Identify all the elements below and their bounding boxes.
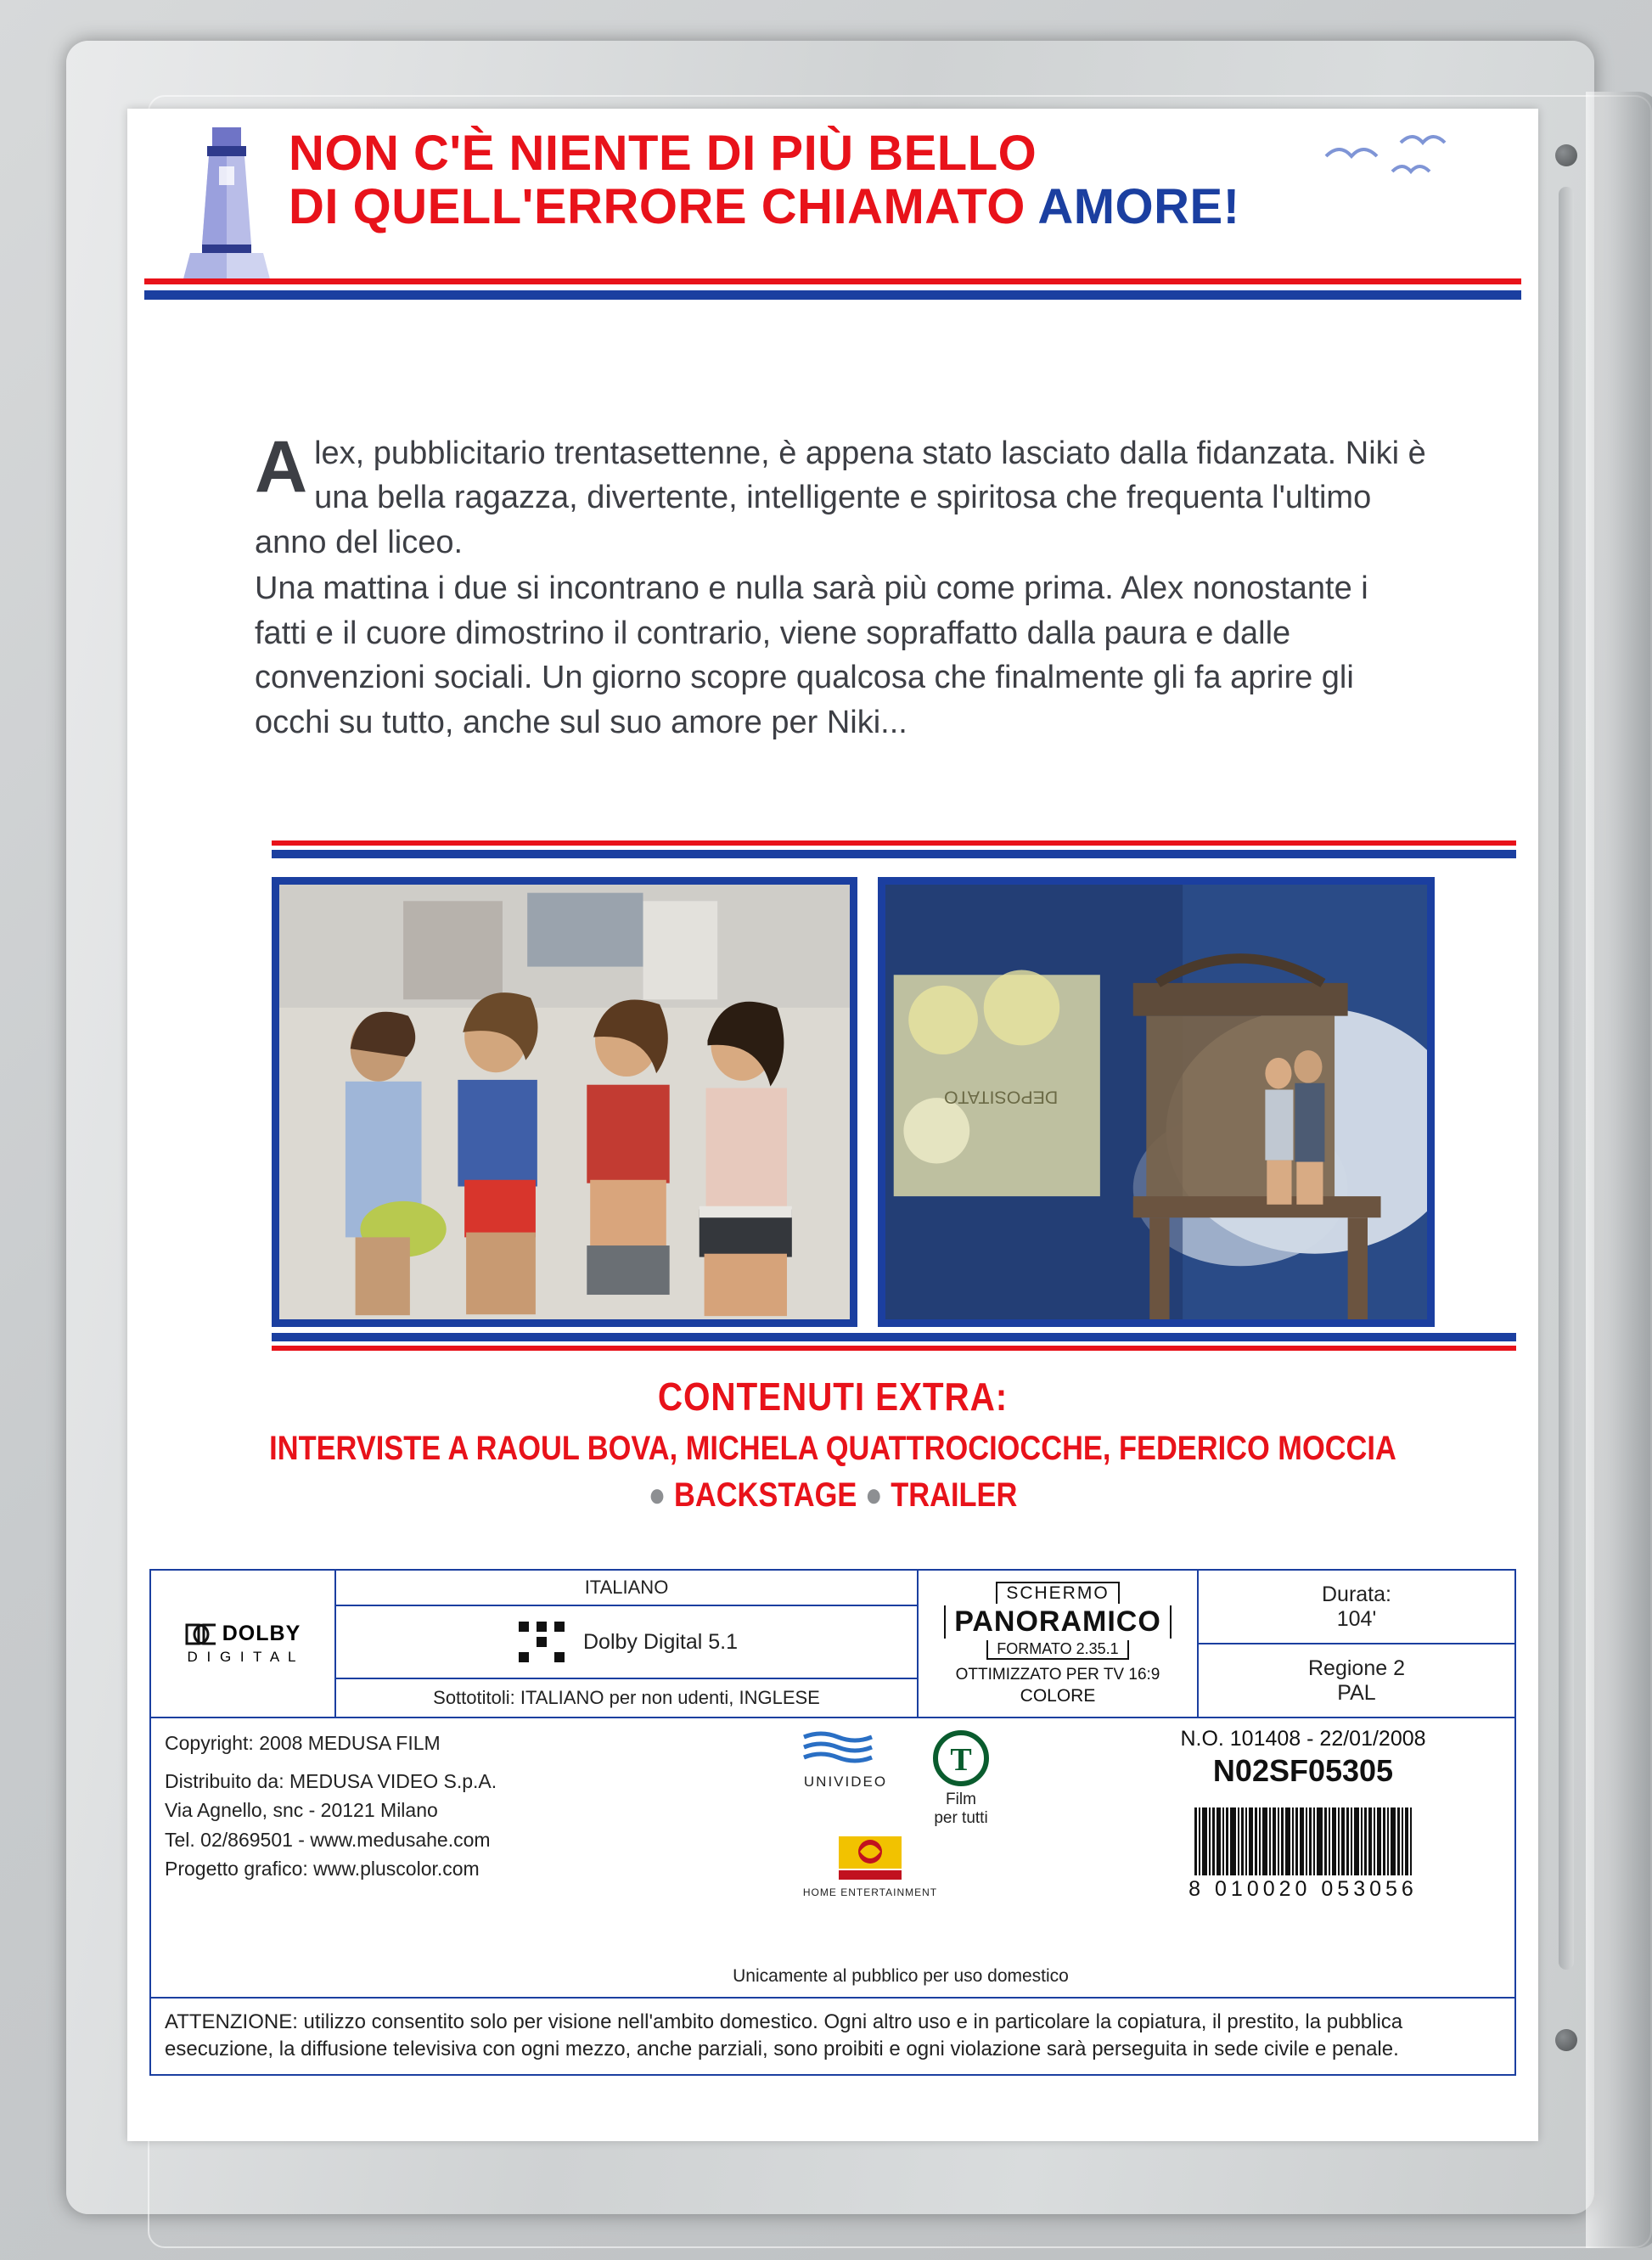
dolby-wordmark: DOLBY xyxy=(222,1622,301,1645)
barcode xyxy=(1104,1797,1503,1875)
screen-panoramico-label: PANORAMICO xyxy=(944,1605,1172,1639)
bullet-icon-1: ● xyxy=(648,1476,666,1514)
rule-blue-stills-top xyxy=(272,850,1516,858)
specs-table xyxy=(149,1569,1516,1718)
duration-label: Durata: xyxy=(1322,1582,1391,1606)
address-line: Via Agnello, snc - 20121 Milano xyxy=(165,1799,438,1821)
screen-tv-label: OTTIMIZZATO PER TV 16:9 xyxy=(955,1665,1160,1684)
region-block xyxy=(1199,1644,1514,1717)
extras-heading: CONTENUTI EXTRA: xyxy=(657,1375,1009,1419)
title-line-2-blue: AMORE! xyxy=(1037,178,1240,234)
rating-film-label: Film xyxy=(946,1791,976,1808)
case-spine xyxy=(1586,92,1652,2248)
domestic-use-note: Unicamente al pubblico per uso domestico xyxy=(733,1966,1069,1986)
screen-format-cell xyxy=(919,1571,1199,1717)
univideo-logo xyxy=(799,1730,892,1791)
audio-language: ITALIANO xyxy=(584,1577,669,1598)
synopsis-paragraph-1 xyxy=(255,426,1426,565)
film-still-lighthouse xyxy=(878,877,1435,1327)
rule-blue-stills-bottom xyxy=(272,1333,1516,1341)
case-clip-top-icon xyxy=(1555,144,1577,166)
design-line: Progetto grafico: www.pluscolor.com xyxy=(165,1858,480,1880)
still-image-2 xyxy=(885,885,1427,1319)
screen-color-label: COLORE xyxy=(1020,1685,1096,1706)
medusa-icon xyxy=(834,1835,907,1882)
copyright-line: Copyright: 2008 MEDUSA FILM xyxy=(165,1732,441,1754)
cover-header xyxy=(127,109,1538,304)
synopsis-text xyxy=(255,426,1426,746)
still-image-1 xyxy=(279,885,850,1319)
rule-red-stills-bottom xyxy=(272,1346,1516,1351)
distributor-line: Distribuito da: MEDUSA VIDEO S.p.A. xyxy=(165,1769,497,1792)
stills-bottom-rules xyxy=(272,1333,1516,1351)
univideo-icon xyxy=(799,1730,892,1769)
rating-pertutti-label: per tutti xyxy=(934,1809,988,1827)
medusa-logo xyxy=(689,1835,1051,1898)
duration-region-cell xyxy=(1199,1571,1514,1717)
drop-cap: A xyxy=(255,426,308,508)
extras-section xyxy=(127,1374,1538,1515)
lighthouse-icon xyxy=(146,115,307,297)
extras-line-1: INTERVISTE A RAOUL BOVA, MICHELA QUATTROCIOCCHE, FEDERICO MOCCIA xyxy=(269,1430,1396,1467)
legal-block xyxy=(149,1718,1516,1999)
no-line: N.O. 101408 - 22/01/2008 xyxy=(1180,1727,1426,1751)
film-rating-logo xyxy=(933,1730,989,1828)
rule-gap-1 xyxy=(144,284,1521,290)
dolby-sub: D I G I T A L xyxy=(187,1649,299,1665)
publisher-info xyxy=(165,1729,708,1884)
header-rules xyxy=(144,278,1521,300)
dvd-back-cover xyxy=(127,109,1538,2141)
extras-backstage: BACKSTAGE xyxy=(674,1476,857,1514)
rating-circle-icon xyxy=(933,1730,989,1786)
region-label: Regione 2 xyxy=(1308,1656,1405,1680)
title-line-2 xyxy=(289,178,1521,234)
film-still-girls xyxy=(272,877,857,1327)
rule-blue-top xyxy=(144,290,1521,300)
extras-line-2 xyxy=(226,1476,1439,1515)
case-clip-bottom-icon xyxy=(1555,2029,1577,2051)
film-stills xyxy=(272,877,1435,1327)
catalog-numbers xyxy=(1104,1727,1503,1902)
audio-format-row xyxy=(336,1605,917,1679)
dolby-digital-logo xyxy=(151,1571,336,1717)
stills-top-rules xyxy=(272,840,1516,858)
extras-trailer: TRAILER xyxy=(891,1476,1018,1514)
catalog-code: N02SF05305 xyxy=(1212,1753,1394,1788)
attention-notice: ATTENZIONE: utilizzo consentito solo per visione nell'ambito domestico. Ogni altro uso e in particolare la copiatura, il prestito, la pubblica esecuzione, la diffusione televisiva con ogni mezzo, anche parziali, sono proibiti e ogni violazione sarà perseguita in sede civile e penale. xyxy=(149,1999,1516,2076)
screen-top-label: SCHERMO xyxy=(996,1582,1119,1604)
duration-block xyxy=(1199,1571,1514,1644)
phone-line: Tel. 02/869501 - www.medusahe.com xyxy=(165,1828,491,1851)
subtitles: Sottotitoli: ITALIANO per non udenti, INGLESE xyxy=(433,1687,820,1708)
medusa-sub-label: HOME ENTERTAINMENT xyxy=(802,1886,938,1898)
synopsis-p1-text: lex, pubblicitario trentasettenne, è appena stato lasciato dalla fidanzata. Niki è una bella ragazza, divertente, intelligente e spiritosa che frequenta l'ultimo anno del liceo. xyxy=(255,436,1426,560)
barcode-digits: 8 010020 053056 xyxy=(1188,1877,1418,1901)
univideo-label: UNIVIDEO xyxy=(803,1774,888,1790)
case-hinge xyxy=(1559,187,1574,1970)
title-line-1: NON C'È NIENTE DI PIÙ BELLO xyxy=(289,126,1037,181)
duration-value: 104' xyxy=(1336,1606,1377,1631)
title-line-2-red: DI QUELL'ERRORE CHIAMATO xyxy=(289,178,1038,234)
region-value: PAL xyxy=(1337,1680,1376,1705)
speaker-layout-icon xyxy=(515,1618,568,1666)
svg-text:T: T xyxy=(950,1742,972,1778)
audio-format: Dolby Digital 5.1 xyxy=(582,1629,739,1654)
audio-spec-cell xyxy=(336,1571,919,1717)
rule-red-top xyxy=(144,278,1521,284)
cover-title xyxy=(289,127,1521,233)
svg-text:DEPOSITATO: DEPOSITATO xyxy=(944,1087,1059,1108)
synopsis-paragraph-2: Una mattina i due si incontrano e nulla sarà più come prima. Alex nonostante i fatti e il cuore dimostrino il contrario, viene sopraffatto dalla paura e dalle convenzioni sociali. Un giorno scopre qualcosa che finalmente gli fa aprire gli occhi su tutto, anche sul suo amore per Niki... xyxy=(255,571,1368,740)
screen-format-label: FORMATO 2.35.1 xyxy=(986,1640,1128,1660)
bullet-icon-2: ● xyxy=(864,1476,883,1514)
dolby-double-d-icon xyxy=(185,1623,217,1645)
logo-group xyxy=(737,1730,1051,1898)
